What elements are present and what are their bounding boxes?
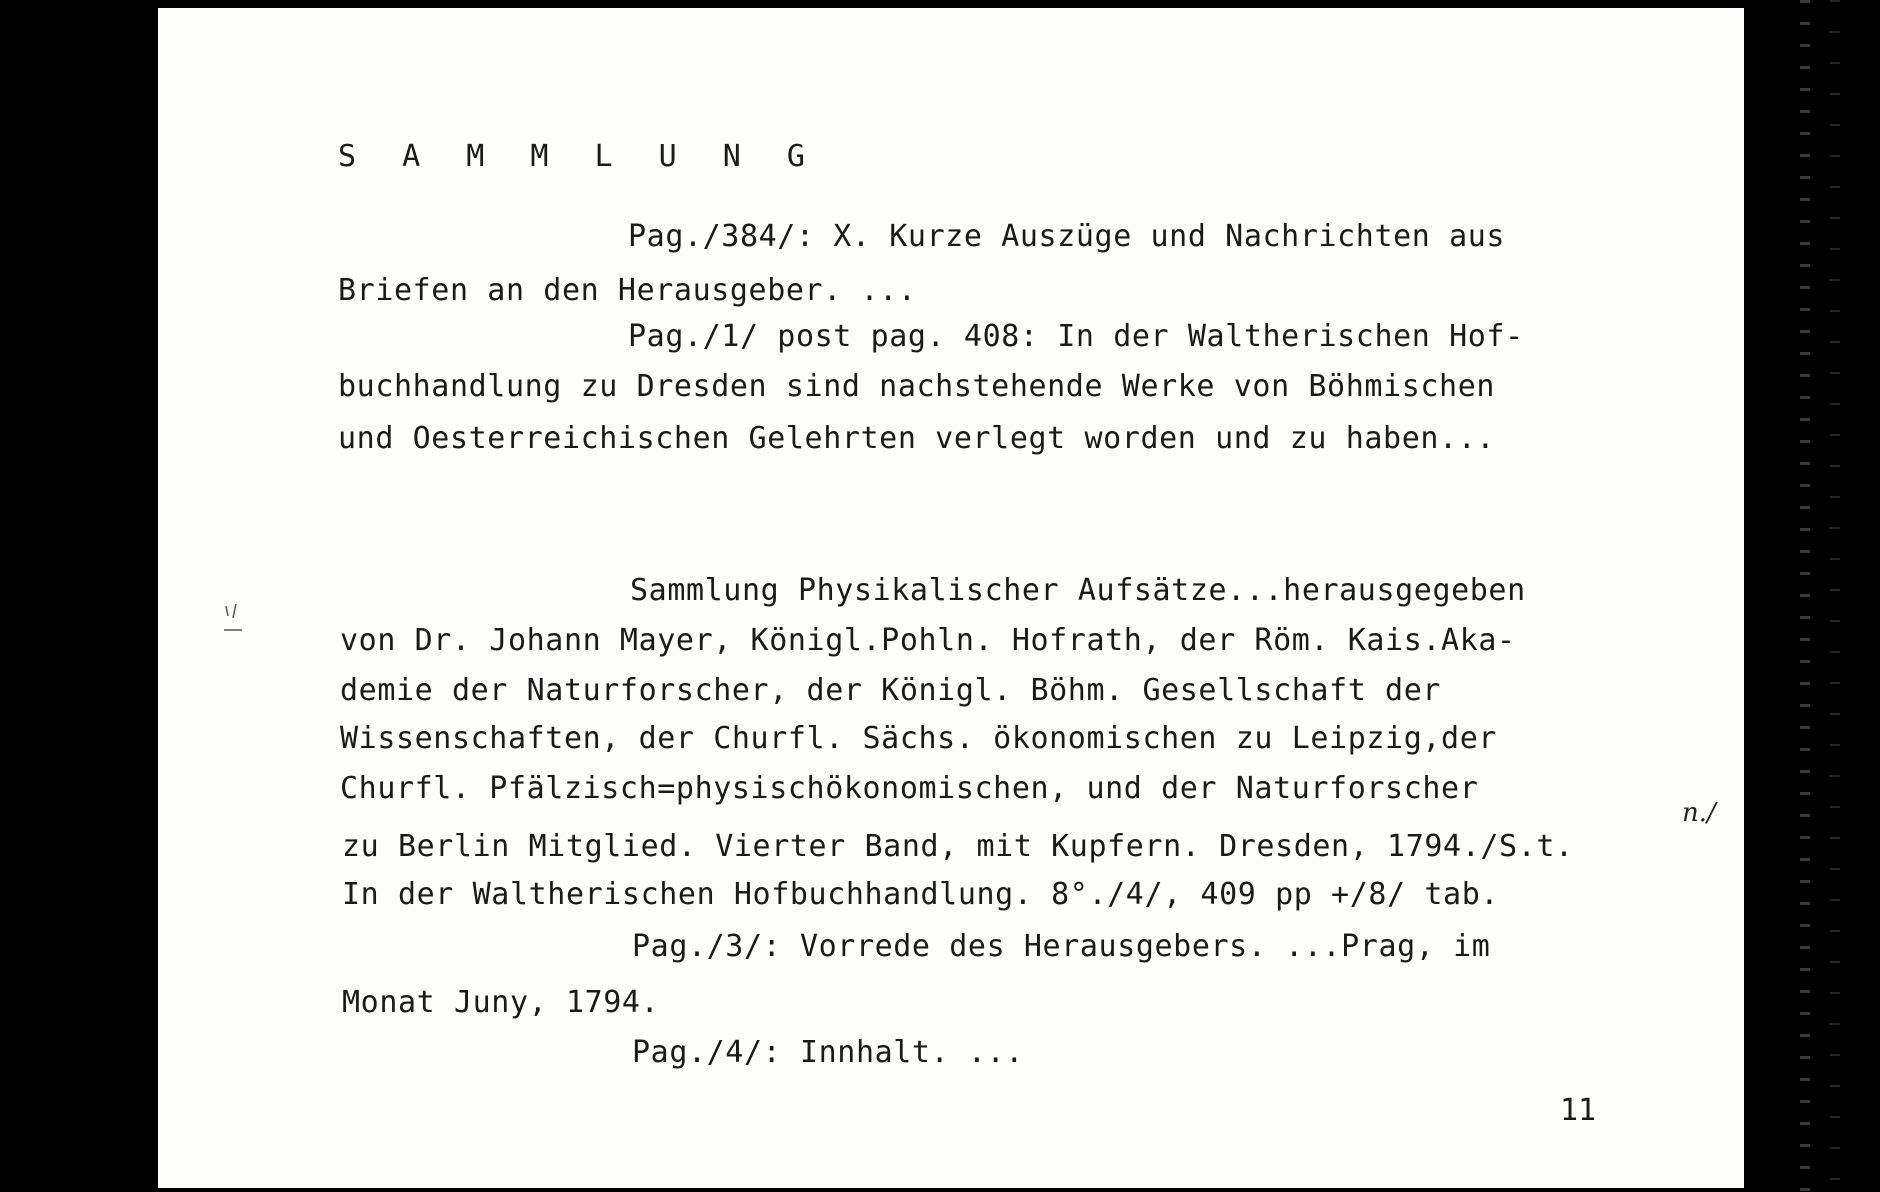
text-line-6: Sammlung Physikalischer Aufsätze...herausgegeben [630,573,1526,608]
margin-tick-mark [222,596,246,636]
card-heading: S A M M L U N G [338,139,819,174]
text-line-2: Briefen an den Herausgeber. ... [338,273,917,308]
text-line-10: Churfl. Pfälzisch=physischökonomischen, und der Naturforscher [340,771,1479,806]
text-line-15: Pag./4/: Innhalt. ... [632,1035,1024,1070]
text-line-13: Pag./3/: Vorrede des Herausgebers. ...Prag, im [632,929,1491,964]
text-line-1: Pag./384/: X. Kurze Auszüge und Nachrichten aus [628,219,1506,254]
film-edge-marks-secondary [1830,0,1840,1192]
text-line-4: buchhandlung zu Dresden sind nachstehende Werke von Böhmischen [338,369,1496,404]
text-line-7: von Dr. Johann Mayer, Königl.Pohln. Hofrath, der Röm. Kais.Aka- [340,623,1516,658]
film-edge-marks [1800,0,1810,1192]
text-line-11: zu Berlin Mitglied. Vierter Band, mit Kupfern. Dresden, 1794./S.t. [342,829,1574,864]
text-line-12: In der Waltherischen Hofbuchhandlung. 8°./4/, 409 pp +/8/ tab. [342,877,1500,912]
text-line-3: Pag./1/ post pag. 408: In der Waltherischen Hof- [628,319,1524,354]
handwritten-annotation: n./ [1682,798,1716,828]
text-line-8: demie der Naturforscher, der Königl. Böhm. Gesellschaft der [340,673,1442,708]
page-number: 11 [1560,1093,1597,1128]
text-line-5: und Oesterreichischen Gelehrten verlegt worden und zu haben... [338,421,1496,456]
text-line-14: Monat Juny, 1794. [342,985,660,1020]
text-line-9: Wissenschaften, der Churfl. Sächs. ökonomischen zu Leipzig,der [340,721,1498,756]
